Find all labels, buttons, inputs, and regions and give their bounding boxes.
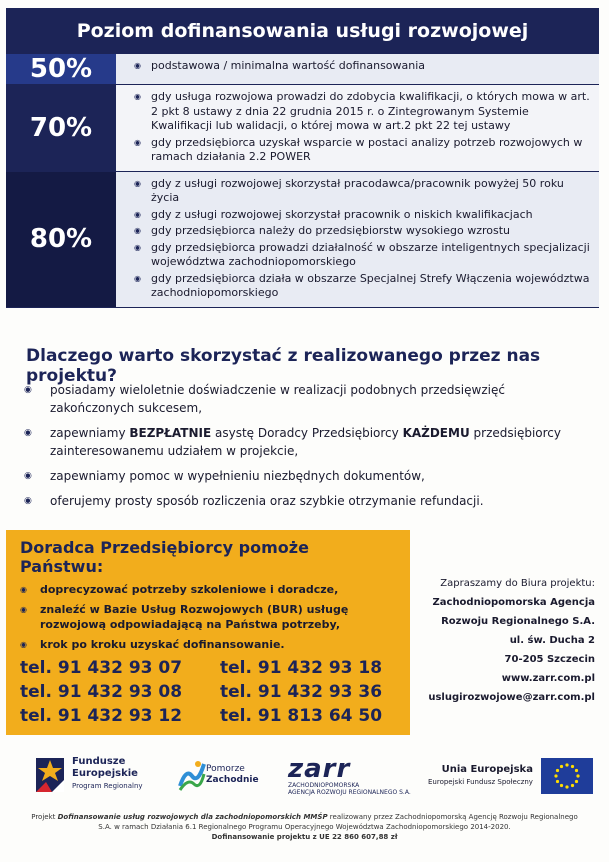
bullet-icon: [134, 177, 151, 206]
emphasis-every: KAŻDEMU: [402, 426, 470, 440]
list-item: [20, 637, 396, 652]
phone-number[interactable]: tel. 91 432 93 18: [220, 658, 383, 678]
why-heading: Dlaczego warto skorzystać z realizowanego przez nas projektu?: [26, 346, 541, 386]
phone-number[interactable]: tel. 91 432 93 08: [20, 682, 183, 702]
level-items: [116, 54, 599, 84]
why-list: [24, 381, 584, 517]
list-item: [134, 177, 593, 206]
level-percent: 70%: [6, 85, 116, 171]
pomorze-wave-icon: [176, 758, 206, 792]
city-address: 70-205 Szczecin: [504, 654, 595, 665]
item-text: [50, 492, 484, 510]
zarr-wordmark: zarr: [288, 754, 351, 784]
item-text-part: posiadamy wieloletnie doświadczenie w realizacji podobnych przedsięwzięć zakończonych sukcesem,: [50, 383, 505, 415]
bullet-icon: [20, 637, 40, 652]
item-text: [50, 381, 584, 417]
eu-flag-icon: [541, 758, 593, 794]
item-text-part: przedsiębiorcy zainteresowanemu udziałem w projekcie,: [50, 426, 561, 458]
list-item: [134, 136, 593, 165]
list-item: [24, 381, 584, 417]
bullet-icon: [134, 208, 151, 223]
list-item: [134, 224, 593, 239]
street-address: ul. św. Ducha 2: [509, 635, 595, 646]
item-text-part: asystę Doradcy Przedsiębiorcy: [211, 426, 403, 440]
list-item: [24, 492, 584, 510]
item-text: gdy z usługi rozwojowej skorzystał pracownik o niskich kwalifikacjach: [151, 207, 533, 221]
list-item: [24, 467, 584, 485]
pz-line: Pomorze: [206, 764, 245, 774]
list-item: [134, 90, 593, 134]
fe-line: Fundusze: [72, 756, 126, 767]
item-text-part: oferujemy prosty sposób rozliczenia oraz szybkie otrzymanie refundacji.: [50, 494, 484, 508]
level-row-50: [6, 54, 599, 85]
phone-number[interactable]: tel. 91 813 64 50: [220, 706, 383, 726]
pomorze-zachodnie-logo: [176, 758, 259, 792]
bullet-icon: [134, 272, 151, 301]
footer-text: realizowany przez Zachodniopomorską Agencję Rozwoju Regionalnego: [327, 813, 578, 821]
item-text-part: zapewniamy: [50, 426, 130, 440]
fe-line: Europejskie: [72, 768, 138, 779]
website-link[interactable]: www.zarr.com.pl: [501, 673, 595, 684]
project-footer: [20, 812, 589, 842]
zarr-sub: AGENCJA ROZWOJU REGIONALNEGO S.A.: [288, 789, 411, 796]
org-name: Rozwoju Regionalnego S.A.: [441, 616, 595, 627]
item-text-part: zapewniamy pomoc w wypełnieniu niezbędnych dokumentów,: [50, 469, 425, 483]
footer-line: [20, 812, 589, 822]
fe-sub: Program Regionalny: [72, 782, 143, 790]
eu-title: Unia Europejska: [441, 764, 533, 775]
item-text: gdy usługa rozwojowa prowadzi do zdobycia kwalifikacji, o których mowa w art. 2 pkt 8 ustawy z dnia 22 grudnia 2015 r. o Zintegrowanym Systemie Kwalifikacji lub walidacji, o której mowa w art.2 pkt 22 tej ustawy: [151, 90, 590, 132]
level-items: [116, 172, 599, 307]
pz-line: Zachodnie: [206, 775, 259, 785]
level-row-70: [6, 85, 599, 172]
page-title: Poziom dofinansowania usługi rozwojowej: [6, 8, 599, 54]
item-text: gdy z usługi rozwojowej skorzystał pracodawca/pracownik powyżej 50 roku życia: [151, 176, 564, 204]
fe-text: [72, 756, 143, 792]
office-contact: [428, 574, 595, 707]
advisor-heading: Doradca Przedsiębiorcy pomoże Państwu:: [20, 538, 309, 576]
footer-line: S.A. w ramach Działania 6.1 Regionalnego Programu Operacyjnego Województwa Zachodniopomorskiego 2014-2020.: [98, 823, 511, 831]
bullet-icon: [134, 59, 151, 74]
item-text: [50, 424, 584, 460]
bullet-icon: [134, 90, 151, 134]
bullet-icon: [20, 582, 40, 597]
org-name: Zachodniopomorska Agencja: [432, 597, 595, 608]
item-text: podstawowa / minimalna wartość dofinansowania: [151, 59, 426, 72]
bullet-icon: [24, 492, 50, 510]
advisor-box: [6, 530, 410, 735]
level-row-80: [6, 172, 599, 308]
level-items: [116, 85, 599, 171]
bullet-icon: [134, 224, 151, 239]
funding-levels-table: [6, 54, 599, 308]
item-text: [50, 467, 425, 485]
item-text: doprecyzować potrzeby szkoleniowe i doradcze,: [40, 583, 339, 596]
email-link[interactable]: uslugirozwojowe@zarr.com.pl: [428, 692, 595, 703]
contact-intro: Zapraszamy do Biura projektu:: [440, 578, 595, 589]
item-text: krok po kroku uzyskać dofinansowanie.: [40, 638, 285, 651]
footer-funding: Dofinansowanie projektu z UE 22 860 607,88 zł: [211, 833, 398, 841]
bullet-icon: [134, 241, 151, 270]
fundusze-europejskie-logo: [34, 754, 143, 794]
list-item: [134, 59, 593, 74]
eu-text: [428, 763, 533, 789]
phone-number[interactable]: tel. 91 432 93 36: [220, 682, 383, 702]
logo-strip: [0, 748, 609, 808]
item-text: gdy przedsiębiorca działa w obszarze Specjalnej Strefy Włączenia województwa zachodniopomorskiego: [151, 271, 590, 299]
list-item: [24, 424, 584, 460]
item-text: gdy przedsiębiorca prowadzi działalność w obszarze inteligentnych specjalizacji województwa zachodniopomorskiego: [151, 240, 590, 268]
bullet-icon: [24, 424, 50, 460]
level-percent: 80%: [6, 172, 116, 307]
level-percent: 50%: [6, 54, 116, 84]
bullet-icon: [24, 467, 50, 485]
bullet-icon: [134, 136, 151, 165]
list-item: [20, 582, 396, 597]
project-name: Dofinansowanie usług rozwojowych dla zachodniopomorskich MMŚP: [57, 813, 328, 821]
eu-sub: Europejski Fundusz Społeczny: [428, 778, 533, 786]
eu-logo: [428, 758, 593, 794]
phone-number[interactable]: tel. 91 432 93 07: [20, 658, 183, 678]
list-item: [20, 602, 396, 632]
fe-star-icon: [34, 754, 66, 794]
item-text: gdy przedsiębiorca należy do przedsiębiorstw wysokiego wzrostu: [151, 224, 510, 237]
item-text: znaleźć w Bazie Usług Rozwojowych (BUR) usługę rozwojową odpowiadającą na Państwa potrzeby,: [40, 603, 349, 631]
emphasis-free: BEZPŁATNIE: [129, 426, 212, 440]
list-item: [134, 208, 593, 223]
phone-list: [20, 657, 396, 728]
phone-number[interactable]: tel. 91 432 93 12: [20, 706, 183, 726]
bullet-icon: [20, 602, 40, 632]
list-item: [134, 272, 593, 301]
footer-text: Projekt: [31, 813, 58, 821]
pz-text: [206, 764, 259, 786]
list-item: [134, 241, 593, 270]
item-text: gdy przedsiębiorca uzyskał wsparcie w postaci analizy potrzeb rozwojowych w ramach działania 2.2 POWER: [151, 135, 583, 163]
bullet-icon: [24, 381, 50, 417]
zarr-logo: [288, 756, 411, 796]
zarr-sub: ZACHODNIOPOMORSKA: [288, 782, 360, 789]
